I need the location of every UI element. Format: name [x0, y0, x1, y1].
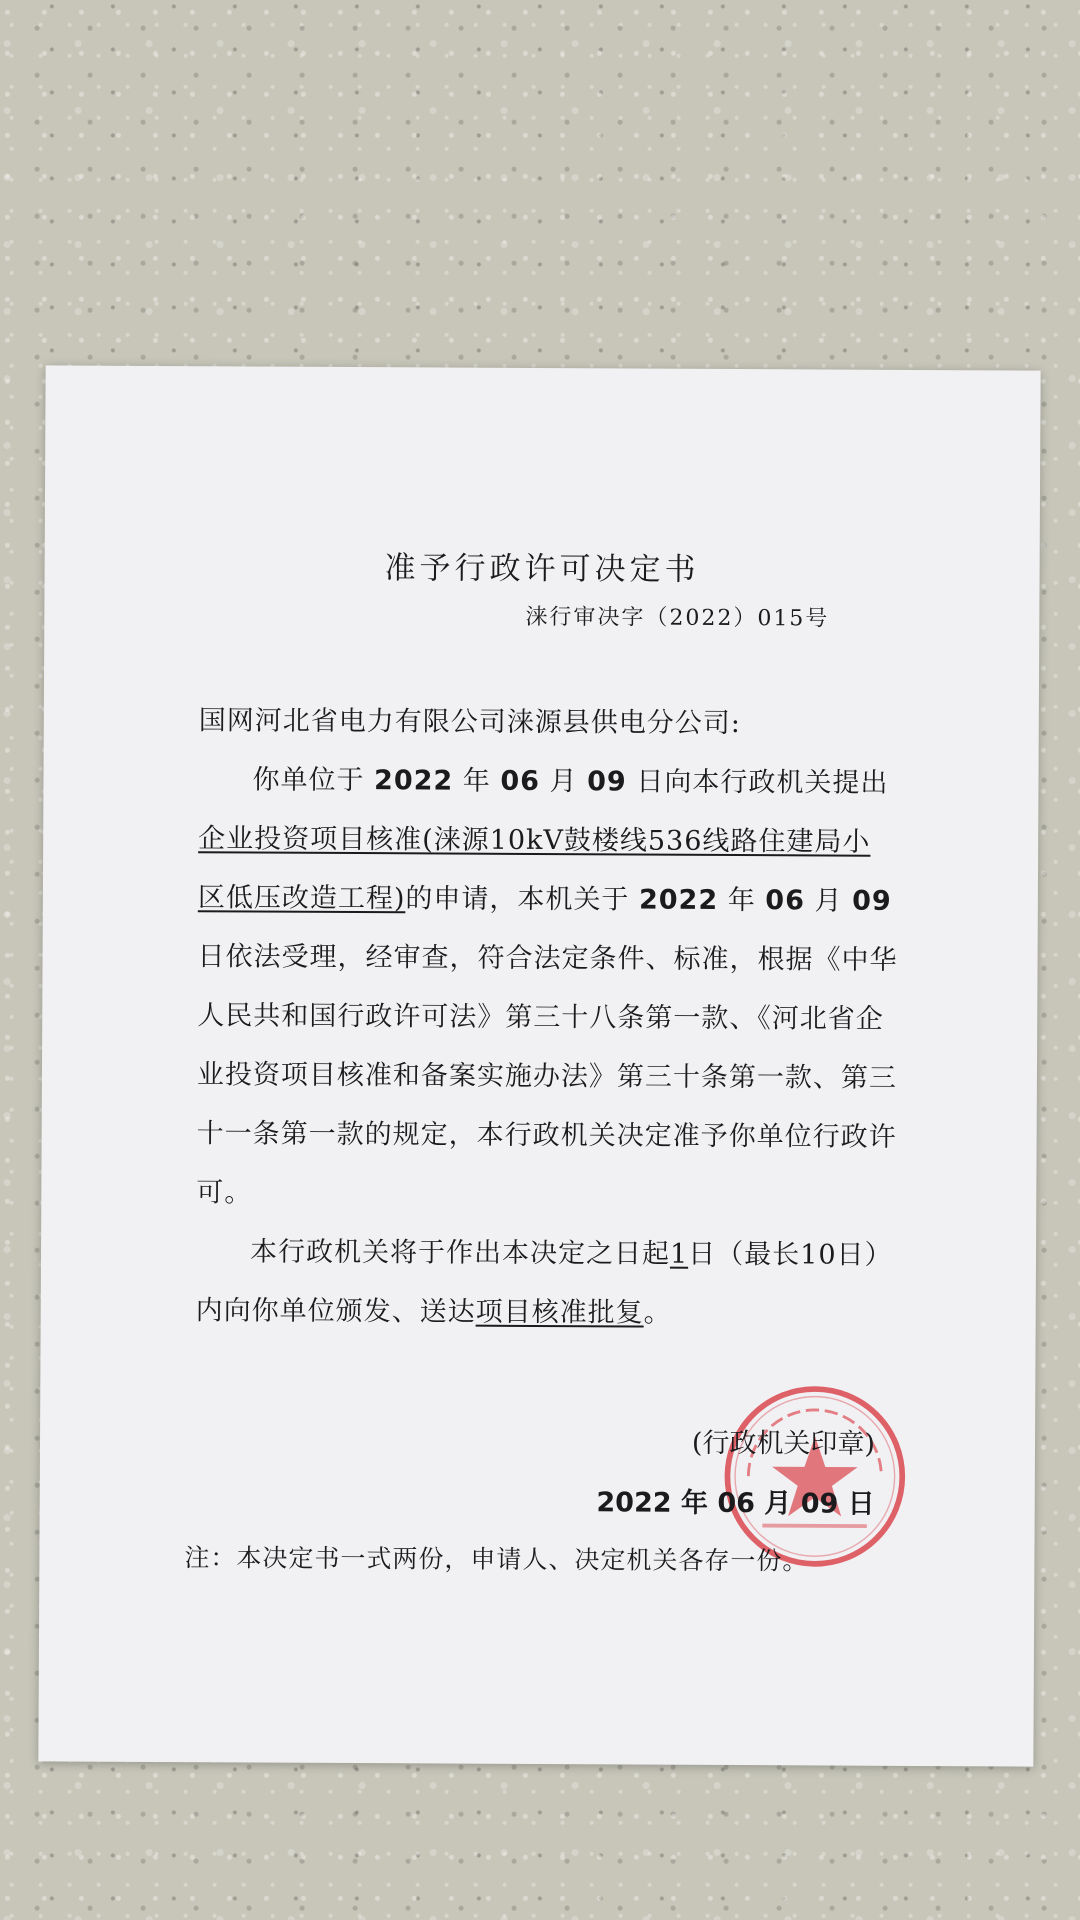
document-number: 涞行审决字（2022）015号 [525, 604, 830, 632]
text: 日（最长10日）内向你单位颁发、送达 [195, 1238, 893, 1328]
text: 月 [549, 766, 578, 798]
document-body [196, 691, 899, 1344]
accept-day: 09 [852, 885, 892, 917]
accept-year: 2022 [638, 884, 719, 916]
text: 年 [727, 884, 756, 917]
text: 你单位于 [252, 764, 365, 797]
delivery-item: 项目核准批复 [475, 1296, 644, 1329]
delivery-days: 1 [669, 1238, 689, 1270]
text: 日依法受理，经审查，符合法定条件、标准，根据《中华人民共和国行政许可法》第三十八条第一款、《河北省企业投资项目核准和备案实施办法》第三十条第一款、第三十一条第一款的规定，本行政机关决定准予你单位行政许可。 [196, 941, 898, 1209]
paragraph-decision [196, 750, 898, 1226]
application-year: 2022 [374, 765, 454, 797]
document-paper [38, 365, 1040, 1766]
text: 月 [814, 885, 843, 917]
application-month: 06 [500, 765, 541, 797]
application-day: 09 [587, 766, 627, 798]
text: 。 [643, 1297, 672, 1329]
document-title: 准予行政许可决定书 [384, 550, 700, 588]
accept-month: 06 [765, 885, 806, 917]
seal-label: (行政机关印章) [691, 1427, 876, 1460]
paragraph-delivery [196, 1222, 897, 1344]
text: 年 [462, 765, 491, 797]
text: 的申请，本机关于 [405, 883, 630, 916]
project-name: 企业投资项目核准(涞源10kV鼓楼线536线路住建局小区低压改造工程) [197, 823, 871, 915]
footnote: 注：本决定书一式两份，申请人、决定机关各存一份。 [184, 1543, 809, 1576]
sign-date: 2022 年 06 月 09 日 [596, 1487, 875, 1520]
addressee: 国网河北省电力有限公司涞源县供电分公司: [198, 705, 741, 740]
text: 本行政机关将于作出本决定之日起 [249, 1236, 671, 1270]
text: 日向本行政机关提出 [636, 766, 889, 799]
